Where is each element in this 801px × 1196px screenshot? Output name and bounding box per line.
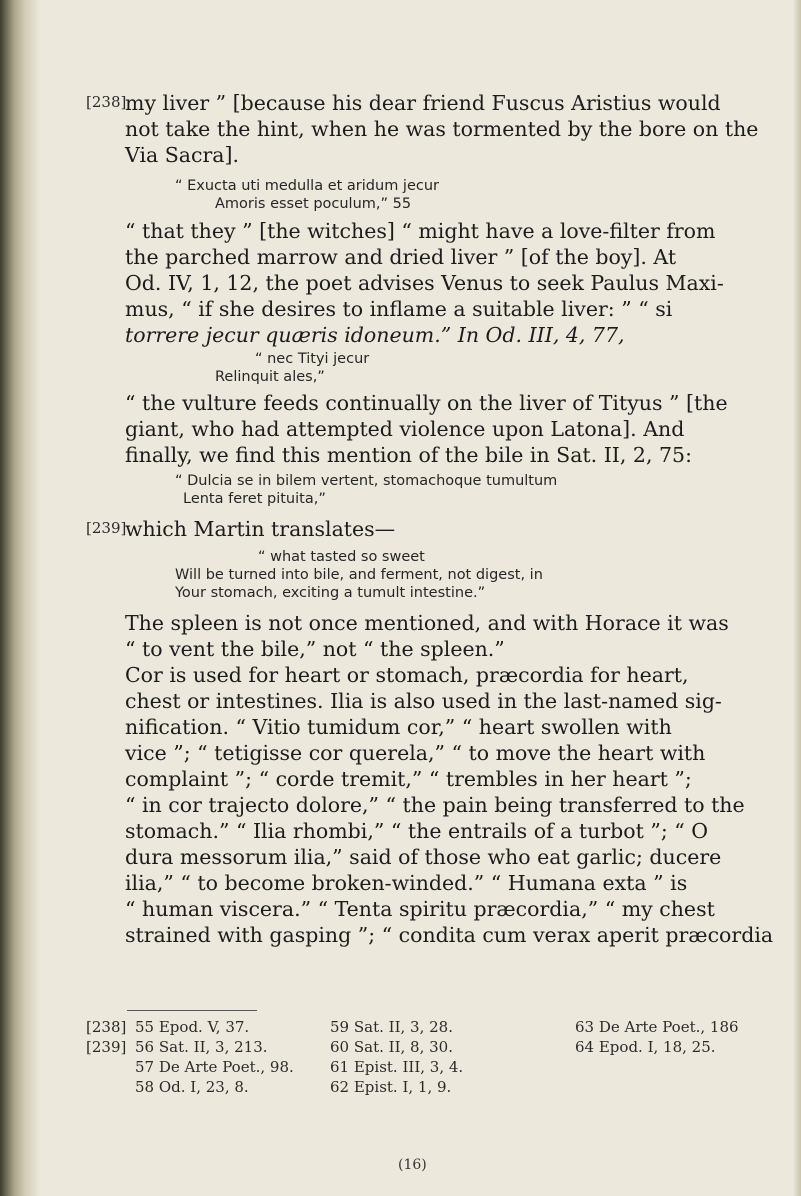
footnote-page-ref: [239] xyxy=(86,1038,127,1056)
body-line: stomach.” “ Ilia rhombi,” “ the entrails of a turbot ”; “ O xyxy=(125,819,709,843)
footnote-divider xyxy=(127,1010,257,1011)
footnote: 57 De Arte Poet., 98. xyxy=(135,1058,294,1076)
body-line: finally, we find this mention of the bile in Sat. II, 2, 75: xyxy=(125,443,693,467)
body-line: which Martin translates— xyxy=(125,517,396,541)
body-line: the parched marrow and dried liver ” [of the boy]. At xyxy=(125,245,677,269)
body-line: mus, “ if she desires to inflame a suitable liver: ” “ si xyxy=(125,297,673,321)
margin-page-ref: [239] xyxy=(86,519,127,537)
latin-quote-line: “ Exucta uti medulla et aridum jecur xyxy=(175,178,440,194)
footnote: 64 Epod. I, 18, 25. xyxy=(575,1038,716,1056)
body-line: nification. “ Vitio tumidum cor,” “ heart swollen with xyxy=(125,715,672,739)
footnote: 62 Epist. I, 1, 9. xyxy=(330,1078,452,1096)
body-line: dura messorum ilia,” said of those who eat garlic; ducere xyxy=(125,845,722,869)
english-quote-line: “ what tasted so sweet xyxy=(258,549,425,565)
body-line: “ that they ” [the witches] “ might have a love-filter from xyxy=(125,219,716,243)
footnote: 60 Sat. II, 8, 30. xyxy=(330,1038,453,1056)
margin-page-ref: [238] xyxy=(86,93,127,111)
body-line: complaint ”; “ corde tremit,” “ trembles in her heart ”; xyxy=(125,767,692,791)
body-line: not take the hint, when he was tormented by the bore on the xyxy=(125,117,759,141)
latin-quote-line: “ Dulcia se in bilem vertent, stomachoque tumultum xyxy=(175,473,558,489)
page-number: (16) xyxy=(398,1157,427,1173)
footnote: 61 Epist. III, 3, 4. xyxy=(330,1058,464,1076)
footnote-page-ref: [238] xyxy=(86,1018,127,1036)
body-line: “ in cor trajecto dolore,” “ the pain being transferred to the xyxy=(125,793,745,817)
body-line: giant, who had attempted violence upon Latona]. And xyxy=(125,417,685,441)
body-line: strained with gasping ”; “ condita cum verax aperit præcordia xyxy=(125,923,774,947)
latin-quote-line: Relinquit ales,” xyxy=(215,369,325,385)
english-quote-line: Will be turned into bile, and ferment, not digest, in xyxy=(175,567,543,583)
footnote: 63 De Arte Poet., 186 xyxy=(575,1018,739,1036)
body-line: Cor is used for heart or stomach, præcordia for heart, xyxy=(125,663,689,687)
body-line: Via Sacra]. xyxy=(125,143,240,167)
latin-quote-line: Lenta feret pituita,” xyxy=(183,491,326,507)
english-quote-line: Your stomach, exciting a tumult intestine.” xyxy=(175,585,486,601)
body-line: chest or intestines. Ilia is also used in the last-named sig- xyxy=(125,689,722,713)
body-line: “ human viscera.” “ Tenta spiritu præcordia,” “ my chest xyxy=(125,897,715,921)
body-line: Od. IV, 1, 12, the poet advises Venus to seek Paulus Maxi- xyxy=(125,271,724,295)
latin-quote-line: Amoris esset poculum,” 55 xyxy=(215,196,412,212)
latin-quote-line: “ nec Tityi jecur xyxy=(255,351,370,367)
body-line: torrere jecur quæris idoneum.” In Od. III, 4, 77, xyxy=(125,323,625,347)
body-line: vice ”; “ tetigisse cor querela,” “ to move the heart with xyxy=(125,741,706,765)
footnote: 58 Od. I, 23, 8. xyxy=(135,1078,249,1096)
footnote: 59 Sat. II, 3, 28. xyxy=(330,1018,453,1036)
body-line: “ the vulture feeds continually on the liver of Tityus ” [the xyxy=(125,391,728,415)
body-line: ilia,” “ to become broken-winded.” “ Humana exta ” is xyxy=(125,871,688,895)
body-line: my liver ” [because his dear friend Fuscus Aristius would xyxy=(125,91,721,115)
body-line: “ to vent the bile,” not “ the spleen.” xyxy=(125,637,505,661)
body-line: The spleen is not once mentioned, and with Horace it was xyxy=(125,611,729,635)
footnote: 56 Sat. II, 3, 213. xyxy=(135,1038,268,1056)
footnote: 55 Epod. V, 37. xyxy=(135,1018,250,1036)
